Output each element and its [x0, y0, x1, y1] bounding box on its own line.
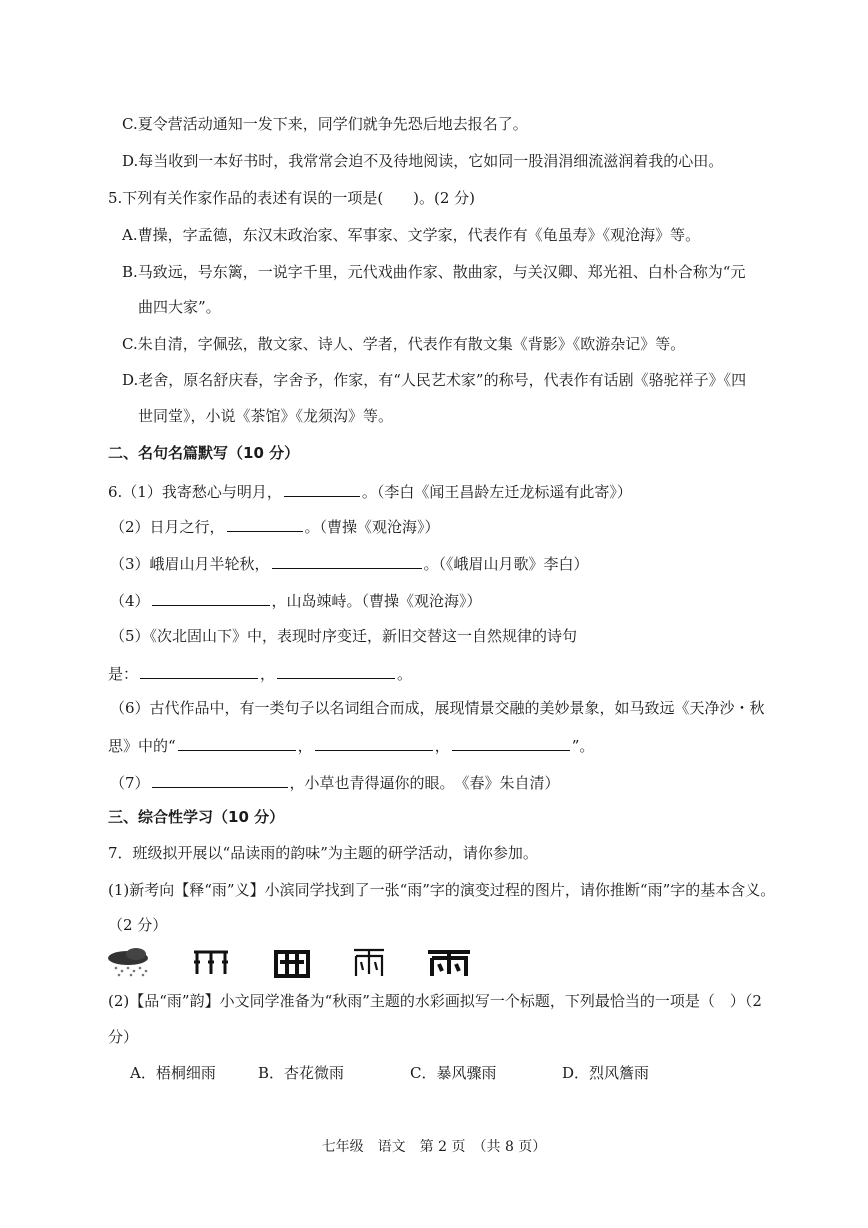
answer-blank[interactable] — [140, 662, 258, 679]
comma: ， — [434, 737, 450, 755]
q6-7-prefix: （7） — [110, 774, 150, 792]
q6-line6-answer — [108, 734, 594, 756]
answer-blank[interactable] — [152, 589, 270, 606]
q6-line7 — [110, 771, 560, 793]
q7-part2-line1: (2)【品“雨”韵】小文同学准备为“秋雨”主题的水彩画拟写一个标题，下列最恰当的一项是（ ）（2 — [108, 992, 762, 1010]
answer-blank[interactable] — [227, 515, 303, 532]
q7-part1-line2: （2 分） — [108, 916, 168, 934]
q5-stem: 5.下列有关作家作品的表述有误的一项是( )。(2 分) — [108, 189, 476, 207]
q4-option-c: C.夏令营活动通知一发下来，同学们就争先恐后地去报名了。 — [122, 115, 528, 133]
q6-4-text: （4） — [110, 592, 150, 610]
q5-option-d-line1: D.老舍，原名舒庆春，字舍予，作家，有“人民艺术家”的称号，代表作有话剧《骆驼祥子》《四 — [122, 371, 747, 389]
q6-4-source: ，山岛竦峙。（曹操《观沧海》） — [271, 592, 482, 610]
q6-1-source: 。（李白《闻王昌龄左迁龙标遥有此寄》） — [361, 483, 632, 501]
q6-7-source: ，小草也青得逼你的眼。 《春》朱自清） — [289, 774, 560, 792]
q6-line5-answer — [108, 662, 412, 684]
q4-option-d: D.每当收到一本好书时，我常常会迫不及待地阅读，它如同一股涓涓细流滋润着我的心田。 — [122, 152, 724, 170]
q7-option-a[interactable]: A．梧桐细雨 — [130, 1064, 216, 1082]
q6-line3 — [110, 552, 589, 574]
q6-line4 — [110, 589, 482, 611]
answer-blank[interactable] — [452, 734, 570, 751]
closing-quote: ”。 — [571, 737, 595, 755]
clerical-rain-glyph-icon — [428, 952, 470, 976]
q6-3-source: 。（《峨眉山月歌》李白） — [423, 555, 589, 573]
section3-title: 三、综合性学习（10 分） — [108, 808, 285, 826]
q7-option-c[interactable]: C．暴风骤雨 — [410, 1064, 497, 1082]
cloud-rain-pictograph-icon — [108, 948, 148, 976]
seal-rain-glyph-icon — [354, 950, 384, 976]
q7-option-d[interactable]: D．烈风簷雨 — [562, 1064, 650, 1082]
answer-blank[interactable] — [272, 552, 422, 569]
answer-blank[interactable] — [178, 734, 296, 751]
q5-option-d-line2: 世同堂》，小说《茶馆》《龙须沟》等。 — [138, 407, 394, 425]
q5-option-b-line2: 曲四大家”。 — [138, 298, 221, 316]
q6-5-prefix: 是： — [108, 665, 139, 683]
q7-stem: 7．班级拟开展以“品读雨的韵味”为主题的研学活动，请你参加。 — [108, 844, 538, 862]
q7-part1-line1: (1)新考向【释“雨”义】小滨同学找到了一张“雨”字的演变过程的图片，请你推断“雨”字的基本含义。 — [108, 881, 776, 899]
q7-part2-line2: 分） — [108, 1028, 139, 1046]
q6-2-text: （2）日月之行， — [110, 518, 225, 536]
q6-line6: （6）古代作品中，有一类句子以名词组合而成，展现情景交融的美妙景象，如马致远《天净沙・秋 — [110, 699, 765, 717]
rain-character-evolution — [108, 944, 488, 980]
q5-option-a: A.曹操，字孟德，东汉末政治家、军事家、文学家，代表作有《龟虽寿》《观沧海》等。 — [122, 226, 701, 244]
q6-line5: （5）《次北固山下》中，表现时序变迁，新旧交替这一自然规律的诗句 — [110, 627, 578, 645]
q6-3-text: （3）峨眉山月半轮秋， — [110, 555, 270, 573]
answer-blank[interactable] — [152, 771, 288, 788]
period: 。 — [397, 665, 413, 683]
q5-option-c: C.朱自清，字佩弦，散文家、诗人、学者，代表作有散文集《背影》《欧游杂记》等。 — [122, 335, 686, 353]
page-footer: 七年级 语文 第 2 页 （共 8 页） — [321, 1139, 547, 1155]
comma: ， — [297, 737, 313, 755]
q5-option-b-line1: B.马致远，号东篱，一说字千里，元代戏曲作家、散曲家，与关汉卿、郑光祖、白朴合称为“元 — [122, 263, 746, 281]
oracle-rain-glyph-icon — [194, 952, 228, 974]
answer-blank[interactable] — [277, 662, 395, 679]
q6-line1 — [108, 480, 632, 502]
comma: ， — [260, 665, 276, 683]
q6-1-text: 6.（1）我寄愁心与明月， — [108, 483, 282, 501]
rain-glyph-sequence-icon — [108, 944, 488, 980]
q6-6-prefix: 思》中的“ — [108, 737, 176, 755]
q6-2-source: 。（曹操《观沧海》） — [304, 518, 440, 536]
q6-line2 — [110, 515, 440, 537]
bronze-rain-glyph-icon — [276, 952, 308, 976]
section2-title: 二、名句名篇默写（10 分） — [108, 444, 300, 462]
q7-option-b[interactable]: B．杏花微雨 — [258, 1064, 345, 1082]
answer-blank[interactable] — [315, 734, 433, 751]
answer-blank[interactable] — [284, 480, 360, 497]
